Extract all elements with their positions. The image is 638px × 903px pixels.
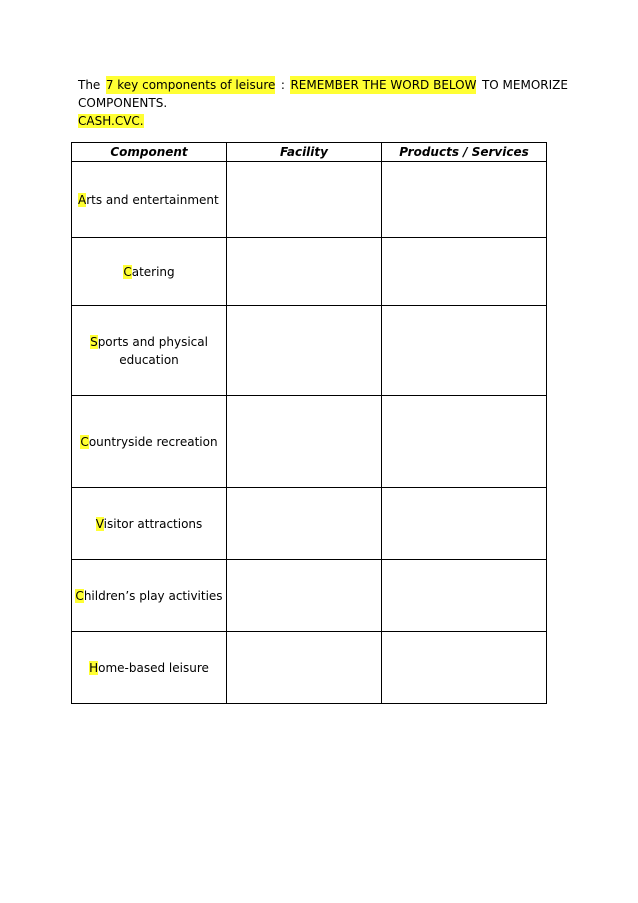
facility-cell[interactable] [227, 162, 382, 238]
table-row [72, 306, 547, 396]
products-services-cell[interactable] [382, 560, 547, 632]
table-row [72, 238, 547, 306]
intro-text-the: The [78, 78, 101, 92]
component-cell [72, 632, 227, 704]
highlight-remember-word: REMEMBER THE WORD BELOW [290, 78, 477, 92]
header-products-services: Products / Services [382, 143, 547, 162]
component-initial: V [95, 516, 104, 531]
mnemonic-word: CASH.CVC. [78, 114, 144, 128]
component-name-rest: ountryside recreation [88, 434, 218, 449]
table-row [72, 488, 547, 560]
facility-cell[interactable] [227, 632, 382, 704]
facility-cell[interactable] [227, 488, 382, 560]
table-header-row [72, 143, 547, 162]
components-table [71, 142, 547, 704]
facility-cell[interactable] [227, 560, 382, 632]
intro-paragraph [78, 76, 568, 130]
component-initial: C [123, 264, 132, 279]
facility-cell[interactable] [227, 306, 382, 396]
component-cell [72, 488, 227, 560]
component-initial: C [80, 434, 89, 449]
intro-line-1 [78, 76, 568, 94]
intro-text-colon: : [280, 78, 285, 92]
table-row [72, 162, 547, 238]
table-row [72, 396, 547, 488]
component-initial: A [78, 192, 87, 207]
component-name-rest: isitor attractions [103, 516, 203, 531]
table-row [72, 560, 547, 632]
products-services-cell[interactable] [382, 396, 547, 488]
component-initial: C [75, 588, 84, 603]
facility-cell[interactable] [227, 238, 382, 306]
header-facility: Facility [227, 143, 382, 162]
products-services-cell[interactable] [382, 306, 547, 396]
facility-cell[interactable] [227, 396, 382, 488]
table-row [72, 632, 547, 704]
component-name-rest: hildren’s play activities [83, 588, 223, 603]
products-services-cell[interactable] [382, 488, 547, 560]
header-component: Component [72, 143, 227, 162]
component-cell [72, 396, 227, 488]
component-name-rest: ome-based leisure [98, 660, 209, 675]
component-cell [72, 306, 227, 396]
component-name-rest: rts and entertainment [86, 192, 219, 207]
component-initial: S [90, 334, 98, 349]
component-cell [72, 560, 227, 632]
intro-text-to-memorize: TO MEMORIZE [481, 78, 568, 92]
intro-line-2: COMPONENTS. [78, 96, 168, 110]
component-cell [72, 162, 227, 238]
products-services-cell[interactable] [382, 238, 547, 306]
component-name-rest: atering [131, 264, 175, 279]
component-name-rest: ports and physical education [97, 334, 208, 367]
component-initial: H [89, 660, 99, 675]
highlight-key-components: 7 key components of leisure [105, 78, 276, 92]
products-services-cell[interactable] [382, 632, 547, 704]
products-services-cell[interactable] [382, 162, 547, 238]
component-cell [72, 238, 227, 306]
